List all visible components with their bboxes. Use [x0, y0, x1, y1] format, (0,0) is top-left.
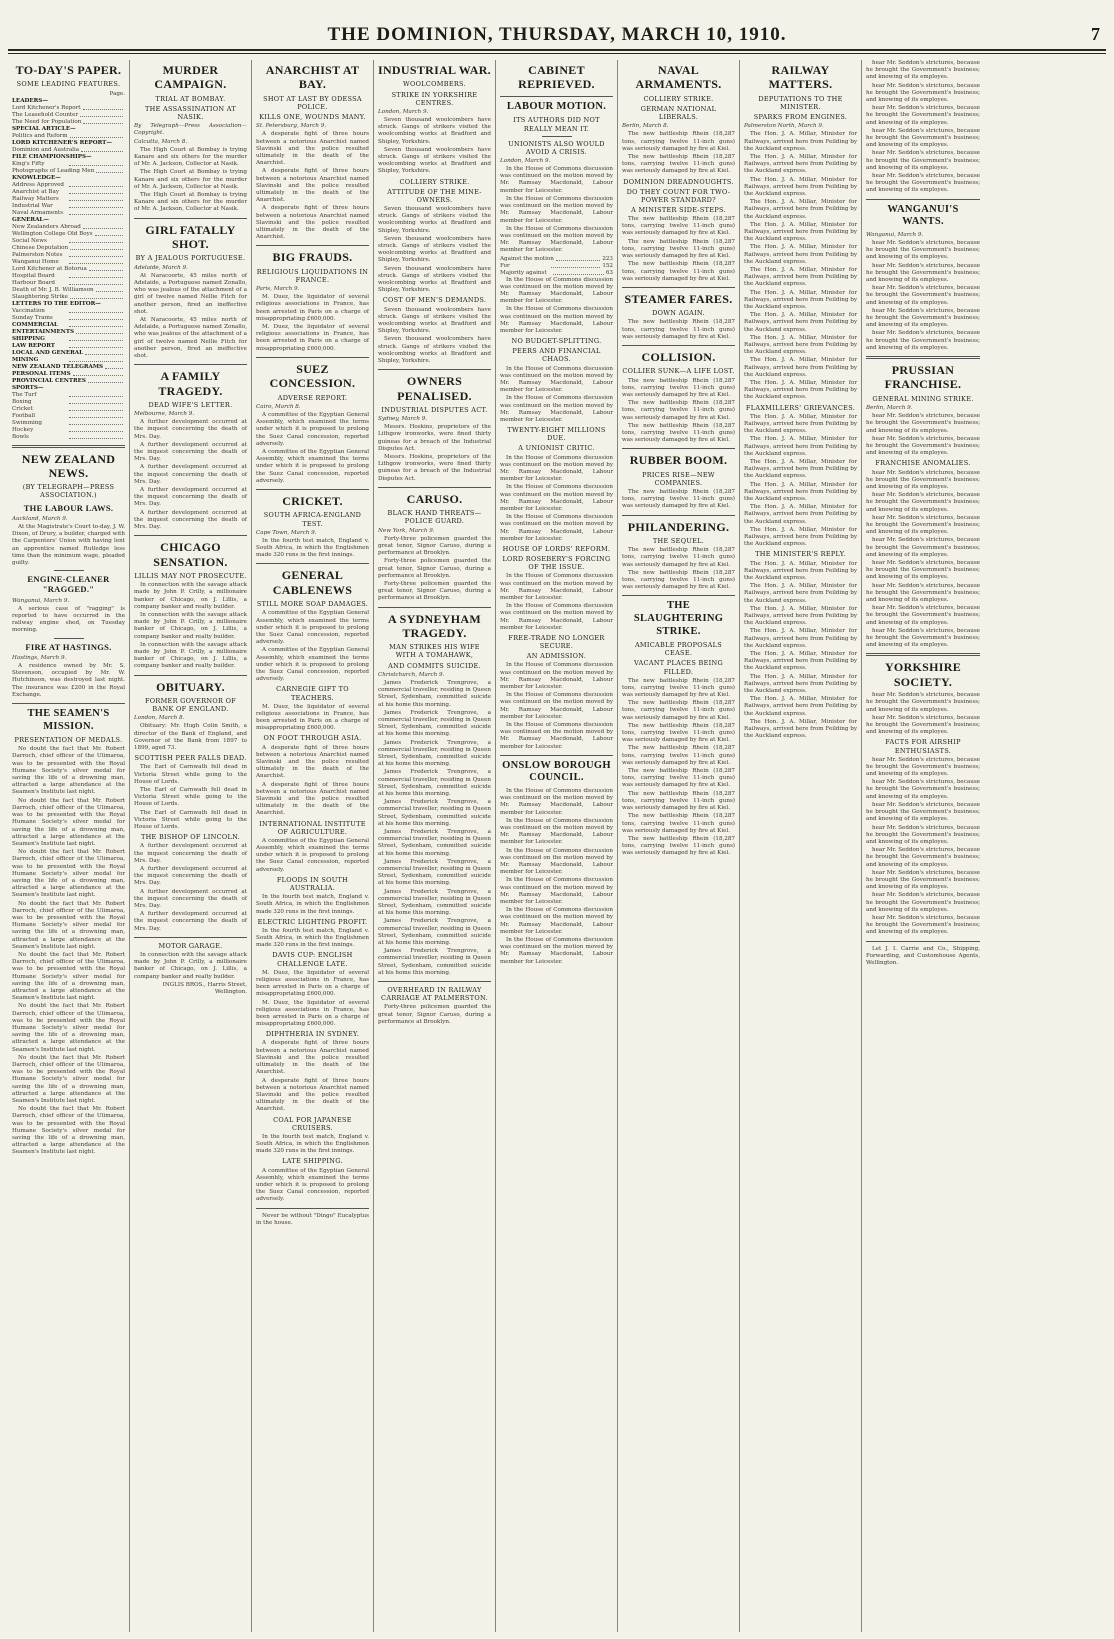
- separator: [12, 703, 125, 704]
- girl-body: Adelaide, March 9. At Naracoorte, 45 miles north of Adelaide, a Portuguese named Zonallo, who was jealous of the attachment of a girl of twelve named Nellie Fitch for another person, fired an ineffective shot. At Naracoorte, 45 miles north of Adelaide, a Portuguese named Zonallo, who was jealous of the attachment of a girl of twelve named Nellie Fitch for another person, fired an ineffective shot.: [134, 264, 247, 359]
- cable-sub: ON FOOT THROUGH ASIA.: [263, 734, 362, 743]
- toc-page-label: Page.: [109, 90, 125, 97]
- motor-body: In connection with the savage attack made by John P. Crilly, a millionaire banker of Chicago, on J. Lillis, a company banker and realty builder. INGLIS BROS., Harris Street, Wellington.: [134, 951, 247, 995]
- separator: [134, 364, 247, 365]
- nz-news-title: NEW ZEALAND NEWS.: [21, 451, 116, 480]
- separator: [500, 96, 613, 97]
- cable-sub: CARNEGIE GIFT TO TEACHERS.: [276, 685, 349, 702]
- shipping-advert: Let J. I. Carrie and Co., Shipping, Forwarding, and Customhouse Agents, Wellington.: [866, 945, 980, 966]
- divider: [866, 653, 980, 656]
- rosebery-body: In the House of Commons discussion was continued on the motion moved by Mr. Ramsay Macdonald, Labour member for Leicester. In the House of Commons discussion was continued on the motion moved by Mr. Ramsay Macdonald, Labour member for Leicester.: [500, 573, 613, 631]
- toc-item: Harbour Board: [12, 280, 125, 287]
- slaughter-sub2: VACANT PLACES BEING FILLED.: [634, 659, 723, 676]
- separator: [866, 199, 980, 200]
- girl-heading: GIRL FATALLY SHOT.: [145, 222, 236, 251]
- toc-item: King's Fifty: [12, 161, 125, 168]
- toc-title: TO-DAY'S PAPER.: [15, 63, 122, 77]
- cable-sub: DIPHTHERIA IN SYDNEY.: [265, 1030, 360, 1039]
- colliery-sub2: ATTITUDE OF THE MINE-OWNERS.: [387, 187, 482, 204]
- murder-body: By Telegraph—Press Association—Copyright. Calcutta, March 8. The High Court at Bombay is trying Kanare and six others for the murder of Mr. A. Jackson, Collector at Nasik. The High Court at Bombay is trying Kanare and six others for the murder of Mr. A. Jackson, Collector at Nasik. The High Court at Bombay is trying Kanare and six others for the murder of Mr. A. Jackson, Collector at Nasik.: [134, 123, 247, 213]
- column-8: [862, 60, 984, 1632]
- separator: [500, 755, 613, 756]
- labour-motion-sub: ITS AUTHORS DID NOT REALLY MEAN IT.: [513, 116, 600, 133]
- naval-sub2: GERMAN NATIONAL LIBERALS.: [640, 104, 717, 122]
- collision-heading: COLLISION.: [641, 350, 716, 365]
- toc-item: Politics and Reform: [12, 133, 125, 140]
- frauds-heading: BIG FRAUDS.: [272, 250, 353, 265]
- toc-item: New Zealanders Abroad: [12, 224, 125, 231]
- wanganui-body: Wanganui, March 9. hear Mr. Seddon's strictures, because he brought the Government's business; and knowing of its employes. hear Mr. Seddon's strictures, because he brought the Government's business; and knowing of its employes. hear Mr. Seddon's strictures, because he brought the Government's business; and knowing of its employes. hear Mr. Seddon's strictures, because he brought the Government's business; and knowing of its employes. hear Mr. Seddon's strictures, because he brought the Government's business; and knowing of its employes.: [866, 231, 980, 351]
- toc-item: Lord Kitchener at Botorua: [12, 266, 125, 273]
- yorkshire-heading: YORKSHIRE SOCIETY.: [884, 660, 962, 689]
- separator: [622, 448, 735, 449]
- separator: [134, 675, 247, 676]
- cable-body: A desperate fight of three hours between a notorious Anarchist named Slavinski and the police resulted ultimately in the death of the Anarchist. A desperate fight of three hours between a notorious Anarchist named Slavinski and the police resulted ultimately in the death of the Anarchist.: [256, 1040, 369, 1113]
- murder-sub: TRIAL AT BOMBAY.: [155, 94, 226, 103]
- toc-item: Photographs of Leading Men: [12, 168, 125, 175]
- cable-sub: LATE SHIPPING.: [282, 1157, 343, 1166]
- separator: [256, 357, 369, 358]
- toc-item: Lord Kitchener's Report: [12, 105, 125, 112]
- toc-item: SHIPPING: [12, 336, 125, 343]
- toc-item: Chinese Deputation: [12, 245, 125, 252]
- caruso-sub: BLACK HAND THREATS—POLICE GUARD.: [387, 509, 482, 526]
- cable-body: A desperate fight of three hours between a notorious Anarchist named Slavinski and the police resulted ultimately in the death of the Anarchist. A desperate fight of three hours between a notorious Anarchist named Slavinski and the police resulted ultimately in the death of the Anarchist.: [256, 744, 369, 817]
- anarchist-sub2: KILLS ONE, WOUNDS MANY.: [259, 113, 366, 122]
- suez-sub: ADVERSE REPORT.: [277, 393, 348, 402]
- separator: [256, 245, 369, 246]
- steamer-sub: DOWN AGAIN.: [652, 309, 705, 318]
- divider: [12, 445, 125, 448]
- column-3: [252, 60, 374, 1632]
- philandering-sub: THE SEQUEL.: [652, 537, 705, 546]
- cable-body: In the fourth test match, England v. South Africa, in which the Englishmen made 320 runs in the first innings.: [256, 1133, 369, 1155]
- masthead: [0, 0, 1114, 58]
- cable-body: In the fourth test match, England v. South Africa, in which the Englishmen made 320 runs in the first innings.: [256, 894, 369, 915]
- colliery-sub: COLLIERY STRIKE.: [399, 177, 470, 186]
- toc-item: NEW ZEALAND TELEGRAMS: [12, 364, 125, 371]
- toc-item: Naval Armaments: [12, 210, 125, 217]
- majority-row: Majority against 63: [500, 269, 613, 276]
- cable-sub: INTERNATIONAL INSTITUTE OF AGRICULTURE.: [259, 819, 366, 836]
- steamer-body: The new battleship Rhein (18,287 tons, carrying twelve 11-inch guns) was seriously damaged by fire at Kiel.: [622, 319, 735, 340]
- sydenham-sub2: AND COMMITS SUICIDE.: [388, 661, 481, 670]
- labour-laws-body: Auckland, March 9. At the Magistrate's Court to-day, J. W. Dixon, of Drury, a builder, charged with the Carpenters' Union with having lent an apprentice named Rutledge less time than the minimum wage, pleaded guilty.: [12, 515, 125, 566]
- peer-sub: SCOTTISH PEER FALLS DEAD.: [134, 754, 247, 763]
- airship-sub: FACTS FOR AIRSHIP ENTHUSIASTS.: [885, 738, 961, 755]
- anarchist-heading: ANARCHIST AT BAY.: [265, 63, 360, 92]
- frauds-sub: RELIGIOUS LIQUIDATIONS IN FRANCE.: [256, 267, 369, 284]
- separator: [134, 937, 247, 938]
- owners-body: Sydney, March 9. Messrs. Hoskins, proprietors of the Lithgow ironworks, were fined thirty guineas for a breach of the Industrial Disputes Act. Messrs. Hoskins, proprietors of the Lithgow ironworks, were fined thirty guineas for a breach of the Industrial Disputes Act.: [378, 416, 491, 482]
- airship-body: hear Mr. Seddon's strictures, because he brought the Government's business; and knowing of its employes. hear Mr. Seddon's strictures, because he brought the Government's business; and knowing of its employes. hear Mr. Seddon's strictures, because he brought the Government's business; and knowing of its employes. hear Mr. Seddon's strictures, because he brought the Government's business; and knowing of its employes. hear Mr. Seddon's strictures, because he brought the Government's business; and knowing of its employes. hear Mr. Seddon's strictures, because he brought the Government's business; and knowing of its employes. hear Mr. Seddon's strictures, because he brought the Government's business; and knowing of its employes. hear Mr. Seddon's strictures, because he brought the Government's business; and knowing of its employes.: [866, 756, 980, 936]
- steamer-heading: STEAMER FARES.: [624, 291, 733, 306]
- critic-body: In the House of Commons discussion was continued on the motion moved by Mr. Ramsay Macdonald, Labour member for Leicester. In the House of Commons discussion was continued on the motion moved by Mr. Ramsay Macdonald, Labour member for Leicester. In the House of Commons discussion was continued on the motion moved by Mr. Ramsay Macdonald, Labour member for Leicester.: [500, 454, 613, 542]
- toc-item: LEADERS—: [12, 97, 48, 104]
- vote-for-row: For 152: [500, 262, 613, 269]
- toc-item: Hospital Board: [12, 273, 125, 280]
- grievances-sub: FLAXMILLERS' GRIEVANCES.: [745, 403, 856, 412]
- railway-sub: DEPUTATIONS TO THE MINISTER.: [758, 94, 843, 111]
- toc-item: Industrial War: [12, 203, 125, 210]
- colliery-body: Seven thousand woolcombers have struck. Gangs of strikers visited the woolcombing works at Bradford and Shipley, Yorkshire. Seven thousand woolcombers have struck. Gangs of strikers visited the woolcombing works at Bradford and Shipley, Yorkshire. Seven thousand woolcombers have struck. Gangs of strikers visited the woolcombing works at Bradford and Shipley, Yorkshire.: [378, 205, 491, 294]
- family-heading: A FAMILY TRAGEDY.: [158, 369, 223, 398]
- separator: [134, 218, 247, 219]
- rubber-body: The new battleship Rhein (18,287 tons, carrying twelve 11-inch guns) was seriously damaged by fire at Kiel.: [622, 489, 735, 510]
- toc-item: LOCAL AND GENERAL: [12, 350, 125, 357]
- chicago-heading: CHICAGO SENSATION.: [153, 540, 228, 569]
- collision-sub: COLLIER SUNK—A LIFE LOST.: [622, 367, 735, 376]
- cable-body: A committee of the Egyptian General Assembly, which examined the terms under which it is proposed to prolong the Suez Canal concession, reported adversely.: [256, 837, 369, 873]
- toc-item: Cricket: [12, 406, 125, 413]
- onslow-body: In the House of Commons discussion was continued on the motion moved by Mr. Ramsay Macdonald, Labour member for Leicester. In the House of Commons discussion was continued on the motion moved by Mr. Ramsay Macdonald, Labour member for Leicester. In the House of Commons discussion was continued on the motion moved by Mr. Ramsay Macdonald, Labour member for Leicester. In the House of Commons discussion was continued on the motion moved by Mr. Ramsay Macdonald, Labour member for Leicester. In the House of Commons discussion was continued on the motion moved by Mr. Ramsay Macdonald, Labour member for Leicester. In the House of Commons discussion was continued on the motion moved by Mr. Ramsay Macdonald, Labour member for Leicester.: [500, 787, 613, 965]
- cable-sub: COAL FOR JAPANESE CRUISERS.: [273, 1115, 352, 1132]
- cable-sub: DAVIS CUP: ENGLISH CHALLENGE LATE.: [272, 951, 353, 968]
- toc-item: SPORTS—: [12, 384, 44, 391]
- toc-item: ENTERTAINMENTS: [12, 329, 125, 336]
- column-6: [618, 60, 740, 1632]
- railway-sub2: SPARKS FROM ENGINES.: [753, 113, 848, 122]
- owners-heading: OWNERS PENALISED.: [397, 374, 472, 403]
- toc-item: The Need for Population: [12, 119, 125, 126]
- engine-heading: ENGINE-CLEANER "RAGGED.": [27, 574, 110, 595]
- suez-heading: SUEZ CONCESSION.: [269, 361, 356, 391]
- onslow-heading: ONSLOW BOROUGH COUNCIL.: [502, 759, 611, 784]
- toc-item: Dominion and Australia: [12, 147, 125, 154]
- cricket-sub: SOUTH AFRICA-ENGLAND TEST.: [263, 511, 362, 528]
- frauds-body: Paris, March 9. M. Duez, the liquidator of several religious associations in France, has been arrested in Paris on a charge of misappropriating £600,000. M. Duez, the liquidator of several religious associations in France, has been arrested in Paris on a charge of misappropriating £600,000.: [256, 286, 369, 352]
- column-4: [374, 60, 496, 1632]
- rosebery-sub: LORD ROSEBERY'S FORCING OF THE ISSUE.: [502, 555, 611, 572]
- toc-list: [12, 98, 125, 441]
- toc-item: LAW REPORT: [12, 343, 125, 350]
- obituary-body: London, March 8. Obituary: Mr. Hugh Colin Smith, a director of the Bank of England, and Governor of the Bank from 1897 to 1899, aged 73.: [134, 715, 247, 752]
- engine-body: Wanganui, March 9. A serious case of "ragging" is reported to have occurred in the railway engine shed, on Tuesday morning.: [12, 597, 125, 634]
- fire-body: Hastings, March 9. A residence owned by Mr. S. Stevenson, occupied by Mr. W. Hutchinson, was destroyed last night. The insurance was £200 in the Royal Exchange.: [12, 654, 125, 698]
- toc-item: SPECIAL ARTICLE—: [12, 125, 76, 132]
- column-5: [496, 60, 618, 1632]
- cable-body: In the fourth test match, England v. South Africa, in which the Englishmen made 320 runs in the first innings.: [256, 927, 369, 949]
- toc-item: Vaccination: [12, 308, 125, 315]
- obituary-heading: OBITUARY.: [156, 679, 225, 694]
- toc-item: Wanganui Home: [12, 259, 125, 266]
- naval-body: Berlin, March 8. The new battleship Rhein (18,287 tons, carrying twelve 11-inch guns) was seriously damaged by fire at Kiel. The new battleship Rhein (18,287 tons, carrying twelve 11-inch guns) was seriously damaged by fire at Kiel.: [622, 123, 735, 175]
- industrial-body: London, March 9. Seven thousand woolcombers have struck. Gangs of strikers visited the woolcombing works at Bradford and Shipley, Yorkshire. Seven thousand woolcombers have struck. Gangs of strikers visited the woolcombing works at Bradford and Shipley, Yorkshire.: [378, 108, 491, 175]
- toc-item: Death of Mr. J. B. Williamson: [12, 287, 125, 294]
- seamen-body: No doubt the fact that Mr. Robert Darroch, chief officer of the Ulimaroa, was to be presented with the Royal Humane Society's silver medal for saving the life of a drowning man, attracted a large attendance at the Seamen's Institute last night. No doubt the fact that Mr. Robert Darroch, chief officer of the Ulimaroa, was to be presented with the Royal Humane Society's silver medal for saving the life of a drowning man, attracted a large attendance at the Seamen's Institute last night. No doubt the fact that Mr. Robert Darroch, chief officer of the Ulimaroa, was to be presented with the Royal Humane Society's silver medal for saving the life of a drowning man, attracted a large attendance at the Seamen's Institute last night. No doubt the fact that Mr. Robert Darroch, chief officer of the Ulimaroa, was to be presented with the Royal Humane Society's silver medal for saving the life of a drowning man, attracted a large attendance at the Seamen's Institute last night. No doubt the fact that Mr. Robert Darroch, chief officer of the Ulimaroa, was to be presented with the Royal Humane Society's silver medal for saving the life of a drowning man, attracted a large attendance at the Seamen's Institute last night. No doubt the fact that Mr. Robert Darroch, chief officer of the Ulimaroa, was to be presented with the Royal Humane Society's silver medal for saving the life of a drowning man, attracted a large attendance at the Seamen's Institute last night. No doubt the fact that Mr. Robert Darroch, chief officer of the Ulimaroa, was to be presented with the Royal Humane Society's silver medal for saving the life of a drowning man, attracted a large attendance at the Seamen's Institute last night. No doubt the fact that Mr. Robert Darroch, chief officer of the Ulimaroa, was to be presented with the Royal Humane Society's silver medal for saving the life of a drowning man, attracted a large attendance at the Seamen's Institute last night.: [12, 746, 125, 1156]
- toc-item: GENERAL—: [12, 216, 49, 223]
- separator: [866, 941, 980, 942]
- peers-body: In the House of Commons discussion was continued on the motion moved by Mr. Ramsay Macdonald, Labour member for Leicester. In the House of Commons discussion was continued on the motion moved by Mr. Ramsay Macdonald, Labour member for Leicester.: [500, 365, 613, 423]
- separator: [134, 535, 247, 536]
- toc-item: Slaughtering Strike: [12, 294, 125, 301]
- cable-body: M. Duez, the liquidator of several religious associations in France, has been arrested in Paris on a charge of misappropriating £600,000. M. Duez, the liquidator of several religious associations in France, has been arrested in Paris on a charge of misappropriating £600,000.: [256, 969, 369, 1028]
- sidestep-sub: A MINISTER SIDE-STEPS.: [631, 205, 726, 214]
- continued-body: hear Mr. Seddon's strictures, because he brought the Government's business; and knowing of its employes. hear Mr. Seddon's strictures, because he brought the Government's business; and knowing of its employes. hear Mr. Seddon's strictures, because he brought the Government's business; and knowing of its employes. hear Mr. Seddon's strictures, because he brought the Government's business; and knowing of its employes. hear Mr. Seddon's strictures, because he brought the Government's business; and knowing of its employes. hear Mr. Seddon's strictures, because he brought the Government's business; and knowing of its employes.: [866, 60, 980, 194]
- overheard-body: Forty-three policemen guarded the great tenor, Signor Caruso, during a performance at Brooklyn.: [378, 1004, 491, 1025]
- toc-item: Football: [12, 413, 125, 420]
- separator: [54, 570, 84, 571]
- reply-body: The Hon. J. A. Millar, Minister for Railways, arrived here from Feilding by the Auckland express. The Hon. J. A. Millar, Minister for Railways, arrived here from Feilding by the Auckland express. The Hon. J. A. Millar, Minister for Railways, arrived here from Feilding by the Auckland express. The Hon. J. A. Millar, Minister for Railways, arrived here from Feilding by the Auckland express. The Hon. J. A. Millar, Minister for Railways, arrived here from Feilding by the Auckland express. The Hon. J. A. Millar, Minister for Railways, arrived here from Feilding by the Auckland express. The Hon. J. A. Millar, Minister for Railways, arrived here from Feilding by the Auckland express. The Hon. J. A. Millar, Minister for Railways, arrived here from Feilding by the Auckland express.: [744, 560, 857, 740]
- unionist-critic-sub: A UNIONIST CRITIC.: [518, 444, 595, 453]
- cable-sub: FLOODS IN SOUTH AUSTRALIA.: [276, 875, 349, 893]
- prussian-heading: PRUSSIAN FRANCHISE.: [884, 363, 962, 392]
- cable-body: M. Duez, the liquidator of several religious associations in France, has been arrested in Paris on a charge of misappropriating £600,000.: [256, 703, 369, 732]
- motor-sub: MOTOR GARAGE.: [158, 941, 223, 950]
- rubber-heading: RUBBER BOOM.: [629, 453, 728, 468]
- obituary-sub: FORMER GOVERNOR OF BANK OF ENGLAND.: [144, 697, 237, 714]
- page-columns: [8, 60, 1106, 1632]
- labour-laws-heading: THE LABOUR LAWS.: [23, 502, 114, 513]
- caruso-body: New York, March 9. Forty-three policemen guarded the great tenor, Signor Caruso, during a performance at Brooklyn. Forty-three policemen guarded the great tenor, Signor Caruso, during a performance at Brooklyn. Forty-three policemen guarded the great tenor, Signor Caruso, during a performance at Brooklyn.: [378, 527, 491, 602]
- sydenham-sub: MAN STRIKES HIS WIFE WITH A TOMAHAWK,: [389, 643, 480, 660]
- family-sub: DEAD WIFE'S LETTER.: [148, 400, 233, 409]
- naval-heading: NAVAL ARMAMENTS.: [635, 63, 722, 92]
- toc-item: Sunday Trams: [12, 315, 125, 322]
- reply-sub: THE MINISTER'S REPLY.: [755, 550, 846, 559]
- toc-item: Railway Matters: [12, 196, 125, 203]
- dreadnoughts-sub: DOMINION DREADNOUGHTS.: [623, 177, 734, 186]
- separator: [378, 369, 491, 370]
- owners-sub: INDUSTRIAL DISPUTES ACT.: [381, 405, 488, 414]
- dreadnoughts-sub2: DO THEY COUNT FOR TWO-POWER STANDARD?: [626, 187, 731, 204]
- naval-sub: COLLIERY STRIKE.: [643, 94, 714, 103]
- fire-heading: FIRE AT HASTINGS.: [25, 641, 112, 652]
- prussian-body: Berlin, March 9. hear Mr. Seddon's strictures, because he brought the Government's business; and knowing of its employes. hear Mr. Seddon's strictures, because he brought the Government's business; and knowing of its employes.: [866, 405, 980, 457]
- toc-item: COMMERCIAL: [12, 322, 125, 329]
- peer-body: The Earl of Carnwath fell dead in Victoria Street while going to the House of Lords. The Earl of Carnwath fell dead in Victoria Street while going to the House of Lords. The Earl of Carnwath fell dead in Victoria Street while going to the House of Lords.: [134, 764, 247, 831]
- labour-motion-heading: LABOUR MOTION.: [506, 100, 607, 112]
- separator: [622, 287, 735, 288]
- divider: [866, 356, 980, 359]
- cable-body: A committee of the Egyptian General Assembly, which examined the terms under which it is proposed to prolong the Suez Canal concession, reported adversely. A committee of the Egyptian General Assembly, which examined the terms under which it is proposed to prolong the Suez Canal concession, reported adversely.: [256, 610, 369, 683]
- separator: [542, 136, 572, 137]
- cable-body: A committee of the Egyptian General Assembly, which examined the terms under which it is proposed to prolong the Suez Canal concession, reported adversely.: [256, 1167, 369, 1203]
- nz-news-subtitle: (BY TELEGRAPH—PRESS ASSOCIATION.): [22, 483, 115, 500]
- toc-item: Swimming: [12, 420, 125, 427]
- philandering-heading: PHILANDERING.: [627, 519, 730, 534]
- sydenham-heading: A SYDNEYHAM TRAGEDY.: [388, 611, 481, 640]
- toc-item: Social News: [12, 238, 125, 245]
- page-number: 7: [1091, 24, 1100, 44]
- toc-item: Hockey: [12, 427, 125, 434]
- cable-sub: ELECTRIC LIGHTING PROFIT.: [257, 917, 368, 926]
- toc-item: PROVINCIAL CENTRES: [12, 378, 125, 385]
- anarchist-body: St. Petersburg, March 9. A desperate fight of three hours between a notorious Anarchist named Slavinski and the police resulted ultimately in the death of the Anarchist. A desperate fight of three hours between a notorious Anarchist named Slavinski and the police resulted ultimately in the death of the Anarchist. A desperate fight of three hours between a notorious Anarchist named Slavinski and the police resulted ultimately in the death of the Anarchist.: [256, 123, 369, 241]
- toc-item: Address Approved: [12, 182, 125, 189]
- separator: [256, 563, 369, 564]
- overheard-heading: OVERHEARD IN RAILWAY CARRIAGE AT PALMERSTON.: [381, 986, 488, 1003]
- grievances-body: The Hon. J. A. Millar, Minister for Railways, arrived here from Feilding by the Auckland express. The Hon. J. A. Millar, Minister for Railways, arrived here from Feilding by the Auckland express. The Hon. J. A. Millar, Minister for Railways, arrived here from Feilding by the Auckland express. The Hon. J. A. Millar, Minister for Railways, arrived here from Feilding by the Auckland express. The Hon. J. A. Millar, Minister for Railways, arrived here from Feilding by the Auckland express. The Hon. J. A. Millar, Minister for Railways, arrived here from Feilding by the Auckland express.: [744, 413, 857, 548]
- bishop-sub: THE BISHOP OF LINCOLN.: [140, 833, 241, 842]
- sydenham-body: Christchurch, March 9. James Frederick Trengrove, a commercial traveller, residing in Queen Street, Sydenham, committed suicide at his home this morning. James Frederick Trengrove, a commercial traveller, residing in Queen Street, Sydenham, committed suicide at his home this morning. James Frederick Trengrove, a commercial traveller, residing in Queen Street, Sydenham, committed suicide at his home this morning. James Frederick Trengrove, a commercial traveller, residing in Queen Street, Sydenham, committed suicide at his home this morning. James Frederick Trengrove, a commercial traveller, residing in Queen Street, Sydenham, committed suicide at his home this morning. James Frederick Trengrove, a commercial traveller, residing in Queen Street, Sydenham, committed suicide at his home this morning. James Frederick Trengrove, a commercial traveller, residing in Queen Street, Sydenham, committed suicide at his home this morning. James Frederick Trengrove, a commercial traveller, residing in Queen Street, Sydenham, committed suicide at his home this morning. James Frederick Trengrove, a commercial traveller, residing in Queen Street, Sydenham, committed suicide at his home this morning. James Frederick Trengrove, a commercial traveller, residing in Queen Street, Sydenham, committed suicide at his home this morning.: [378, 671, 491, 976]
- dingo-advert: Never be without "Dingo" Eucalyptus in the house.: [256, 1212, 369, 1226]
- industrial-sub2: STRIKE IN YORKSHIRE CENTRES.: [391, 90, 478, 107]
- industrial-sub: WOOLCOMBERS.: [403, 80, 466, 89]
- toc-item: FILE CHAMPIONSHIPS—: [12, 153, 92, 160]
- cabinet-heading: CABINET REPRIEVED.: [518, 63, 595, 92]
- masthead-rule-thin: [8, 53, 1106, 54]
- vote-against-row: Against the motion 223: [500, 255, 613, 262]
- cricket-heading: CRICKET.: [282, 494, 343, 509]
- murder-heading: MURDER CAMPAIGN.: [154, 63, 227, 92]
- toc-item: Bowls: [12, 434, 125, 441]
- masthead-title: THE DOMINION, THURSDAY, MARCH 10, 1910.: [327, 24, 787, 45]
- toc-item: MINING: [12, 357, 125, 364]
- toc-item: Palmerston Notes: [12, 252, 125, 259]
- column-1: [8, 60, 130, 1632]
- cricket-body: Cape Town, March 9. In the fourth test match, England v. South Africa, in which the Englishmen made 320 runs in the first innings.: [256, 529, 369, 559]
- toc-subtitle: SOME LEADING FEATURES.: [16, 80, 121, 89]
- column-7: [740, 60, 862, 1632]
- anomalies-sub: FRANCHISE ANOMALIES.: [875, 459, 971, 468]
- seamen-heading: THE SEAMEN'S MISSION.: [27, 707, 110, 732]
- collision-body: The new battleship Rhein (18,287 tons, carrying twelve 11-inch guns) was seriously damaged by fire at Kiel. The new battleship Rhein (18,287 tons, carrying twelve 11-inch guns) was seriously damaged by fire at Kiel. The new battleship Rhein (18,287 tons, carrying twelve 11-inch guns) was seriously damaged by fire at Kiel.: [622, 377, 735, 444]
- separator: [378, 981, 491, 982]
- caruso-heading: CARUSO.: [406, 491, 463, 506]
- separator: [622, 345, 735, 346]
- freetrade-sub: FREE-TRADE NO LONGER SECURE.: [508, 633, 605, 651]
- millions-sub: TWENTY-EIGHT MILLIONS DUE.: [507, 426, 606, 443]
- railway-heading: RAILWAY MATTERS.: [768, 63, 833, 92]
- separator: [256, 1208, 369, 1209]
- separator: [378, 607, 491, 608]
- peers-sub: PEERS AND FINANCIAL CHAOS.: [512, 347, 601, 364]
- bishop-body: A further development occurred at the inquest concerning the death of Mrs. Day. A further development occurred at the inquest concerning the death of Mrs. Day. A further development occurred at the inquest concerning the death of Mrs. Day. A further development occurred at the inquest concerning the death of Mrs. Day.: [134, 843, 247, 932]
- masthead-rule: [8, 49, 1106, 51]
- railway-body: Palmerston North, March 9. The Hon. J. A. Millar, Minister for Railways, arrived here from Feilding by the Auckland express. The Hon. J. A. Millar, Minister for Railways, arrived here from Feilding by the Auckland express. The Hon. J. A. Millar, Minister for Railways, arrived here from Feilding by the Auckland express. The Hon. J. A. Millar, Minister for Railways, arrived here from Feilding by the Auckland express. The Hon. J. A. Millar, Minister for Railways, arrived here from Feilding by the Auckland express. The Hon. J. A. Millar, Minister for Railways, arrived here from Feilding by the Auckland express. The Hon. J. A. Millar, Minister for Railways, arrived here from Feilding by the Auckland express. The Hon. J. A. Millar, Minister for Railways, arrived here from Feilding by the Auckland express. The Hon. J. A. Millar, Minister for Railways, arrived here from Feilding by the Auckland express. The Hon. J. A. Millar, Minister for Railways, arrived here from Feilding by the Auckland express. The Hon. J. A. Millar, Minister for Railways, arrived here from Feilding by the Auckland express. The Hon. J. A. Millar, Minister for Railways, arrived here from Feilding by the Auckland express.: [744, 123, 857, 401]
- separator: [256, 489, 369, 490]
- vote-body: In the House of Commons discussion was continued on the motion moved by Mr. Ramsay Macdonald, Labour member for Leicester. In the House of Commons discussion was continued on the motion moved by Mr. Ramsay Macdonald, Labour member for Leicester.: [500, 276, 613, 334]
- toc-item: The Turf: [12, 392, 125, 399]
- suez-body: Cairo, March 8. A committee of the Egyptian General Assembly, which examined the terms under which it is proposed to prolong the Suez Canal concession, reported adversely. A committee of the Egyptian General Assembly, which examined the terms under which it is proposed to prolong the Suez Canal concession, reported adversely.: [256, 403, 369, 484]
- cost-body: Seven thousand woolcombers have struck. Gangs of strikers visited the woolcombing works at Bradford and Shipley, Yorkshire. Seven thousand woolcombers have struck. Gangs of strikers visited the woolcombing works at Bradford and Shipley, Yorkshire.: [378, 306, 491, 364]
- unionists-sub: UNIONISTS ALSO WOULD AVOID A CRISIS.: [508, 139, 605, 156]
- toc-item: Anarchist at Bay: [12, 189, 125, 196]
- slaughter-sub: AMICABLE PROPOSALS CEASE.: [634, 641, 723, 658]
- slaughter-body: The new battleship Rhein (18,287 tons, carrying twelve 11-inch guns) was seriously damaged by fire at Kiel. The new battleship Rhein (18,287 tons, carrying twelve 11-inch guns) was seriously damaged by fire at Kiel. The new battleship Rhein (18,287 tons, carrying twelve 11-inch guns) was seriously damaged by fire at Kiel. The new battleship Rhein (18,287 tons, carrying twelve 11-inch guns) was seriously damaged by fire at Kiel. The new battleship Rhein (18,287 tons, carrying twelve 11-inch guns) was seriously damaged by fire at Kiel. The new battleship Rhein (18,287 tons, carrying twelve 11-inch guns) was seriously damaged by fire at Kiel. The new battleship Rhein (18,287 tons, carrying twelve 11-inch guns) was seriously damaged by fire at Kiel. The new battleship Rhein (18,287 tons, carrying twelve 11-inch guns) was seriously damaged by fire at Kiel.: [622, 677, 735, 857]
- chicago-sub: LILLIS MAY NOT PROSECUTE.: [134, 572, 247, 581]
- admission-body: In the House of Commons discussion was continued on the motion moved by Mr. Ramsay Macdonald, Labour member for Leicester. In the House of Commons discussion was continued on the motion moved by Mr. Ramsay Macdonald, Labour member for Leicester. In the House of Commons discussion was continued on the motion moved by Mr. Ramsay Macdonald, Labour member for Leicester.: [500, 662, 613, 750]
- toc-item: KNOWLEDGE—: [12, 174, 61, 181]
- girl-sub: BY A JEALOUS PORTUGUESE.: [135, 254, 246, 263]
- cost-sub: COST OF MEN'S DEMANDS.: [382, 296, 487, 305]
- toc-item: Boxing: [12, 399, 125, 406]
- chicago-body: In connection with the savage attack made by John P. Crilly, a millionaire banker of Chicago, on J. Lillis, a company banker and realty builder. In connection with the savage attack made by John P. Crilly, a millionaire banker of Chicago, on J. Lillis, a company banker and realty builder. In connection with the savage attack made by John P. Crilly, a millionaire banker of Chicago, on J. Lillis, a company banker and realty builder.: [134, 582, 247, 670]
- anomalies-body: hear Mr. Seddon's strictures, because he brought the Government's business; and knowing of its employes. hear Mr. Seddon's strictures, because he brought the Government's business; and knowing of its employes. hear Mr. Seddon's strictures, because he brought the Government's business; and knowing of its employes. hear Mr. Seddon's strictures, because he brought the Government's business; and knowing of its employes. hear Mr. Seddon's strictures, because he brought the Government's business; and knowing of its employes. hear Mr. Seddon's strictures, because he brought the Government's business; and knowing of its employes. hear Mr. Seddon's strictures, because he brought the Government's business; and knowing of its employes. hear Mr. Seddon's strictures, because he brought the Government's business; and knowing of its employes.: [866, 469, 980, 649]
- seamen-subheading: PRESENTATION OF MEDALS.: [14, 736, 123, 745]
- prussian-sub: GENERAL MINING STRIKE.: [872, 394, 974, 403]
- toc-item: LORD KITCHENER'S REPORT—: [12, 139, 112, 146]
- budget-sub: NO BUDGET-SPLITTING.: [511, 337, 602, 346]
- rubber-sub: PRICES RISE—NEW COMPANIES.: [642, 470, 715, 487]
- separator: [54, 638, 84, 639]
- separator: [622, 515, 735, 516]
- slaughter-heading: THE SLAUGHTERING STRIKE.: [633, 600, 724, 637]
- philandering-body: The new battleship Rhein (18,287 tons, carrying twelve 11-inch guns) was seriously damaged by fire at Kiel. The new battleship Rhein (18,287 tons, carrying twelve 11-inch guns) was seriously damaged by fire at Kiel.: [622, 547, 735, 591]
- unionists-body: London, March 9. In the House of Commons discussion was continued on the motion moved by Mr. Ramsay Macdonald, Labour member for Leicester. In the House of Commons discussion was continued on the motion moved by Mr. Ramsay Macdonald, Labour member for Leicester. In the House of Commons discussion was continued on the motion moved by Mr. Ramsay Macdonald, Labour member for Leicester.: [500, 157, 613, 254]
- family-body: Melbourne, March 9. A further development occurred at the inquest concerning the death of Mrs. Day. A further development occurred at the inquest concerning the death of Mrs. Day. A further development occurred at the inquest concerning the death of Mrs. Day. A further development occurred at the inquest concerning the death of Mrs. Day. A further development occurred at the inquest concerning the death of Mrs. Day.: [134, 411, 247, 531]
- sidestep-body: The new battleship Rhein (18,287 tons, carrying twelve 11-inch guns) was seriously damaged by fire at Kiel. The new battleship Rhein (18,287 tons, carrying twelve 11-inch guns) was seriously damaged by fire at Kiel. The new battleship Rhein (18,287 tons, carrying twelve 11-inch guns) was seriously damaged by fire at Kiel.: [622, 216, 735, 282]
- separator: [622, 595, 735, 596]
- toc-item: Wellington College Old Boys: [12, 231, 125, 238]
- yorkshire-body: hear Mr. Seddon's strictures, because he brought the Government's business; and knowing of its employes. hear Mr. Seddon's strictures, because he brought the Government's business; and knowing of its employes.: [866, 692, 980, 736]
- cable-sub: STILL MORE SOAP DAMAGES.: [256, 600, 369, 609]
- admission-sub: AN ADMISSION.: [526, 652, 587, 661]
- wanganui-heading: WANGANUI'S WANTS.: [887, 203, 959, 228]
- column-2: [130, 60, 252, 1632]
- murder-sub2: THE ASSASSINATION AT NASIK.: [144, 104, 237, 122]
- toc-item: LETTERS TO THE EDITOR—: [12, 300, 101, 307]
- industrial-heading: INDUSTRIAL WAR.: [378, 63, 491, 77]
- separator: [378, 487, 491, 488]
- toc-item: PERSONAL ITEMS: [12, 371, 125, 378]
- anarchist-sub: SHOT AT LAST BY ODESSA POLICE.: [263, 94, 362, 111]
- lords-sub: HOUSE OF LORDS' REFORM.: [502, 544, 611, 553]
- cable-heading: GENERAL CABLENEWS: [272, 568, 353, 597]
- toc-item: The Leasehold Counter: [12, 112, 125, 119]
